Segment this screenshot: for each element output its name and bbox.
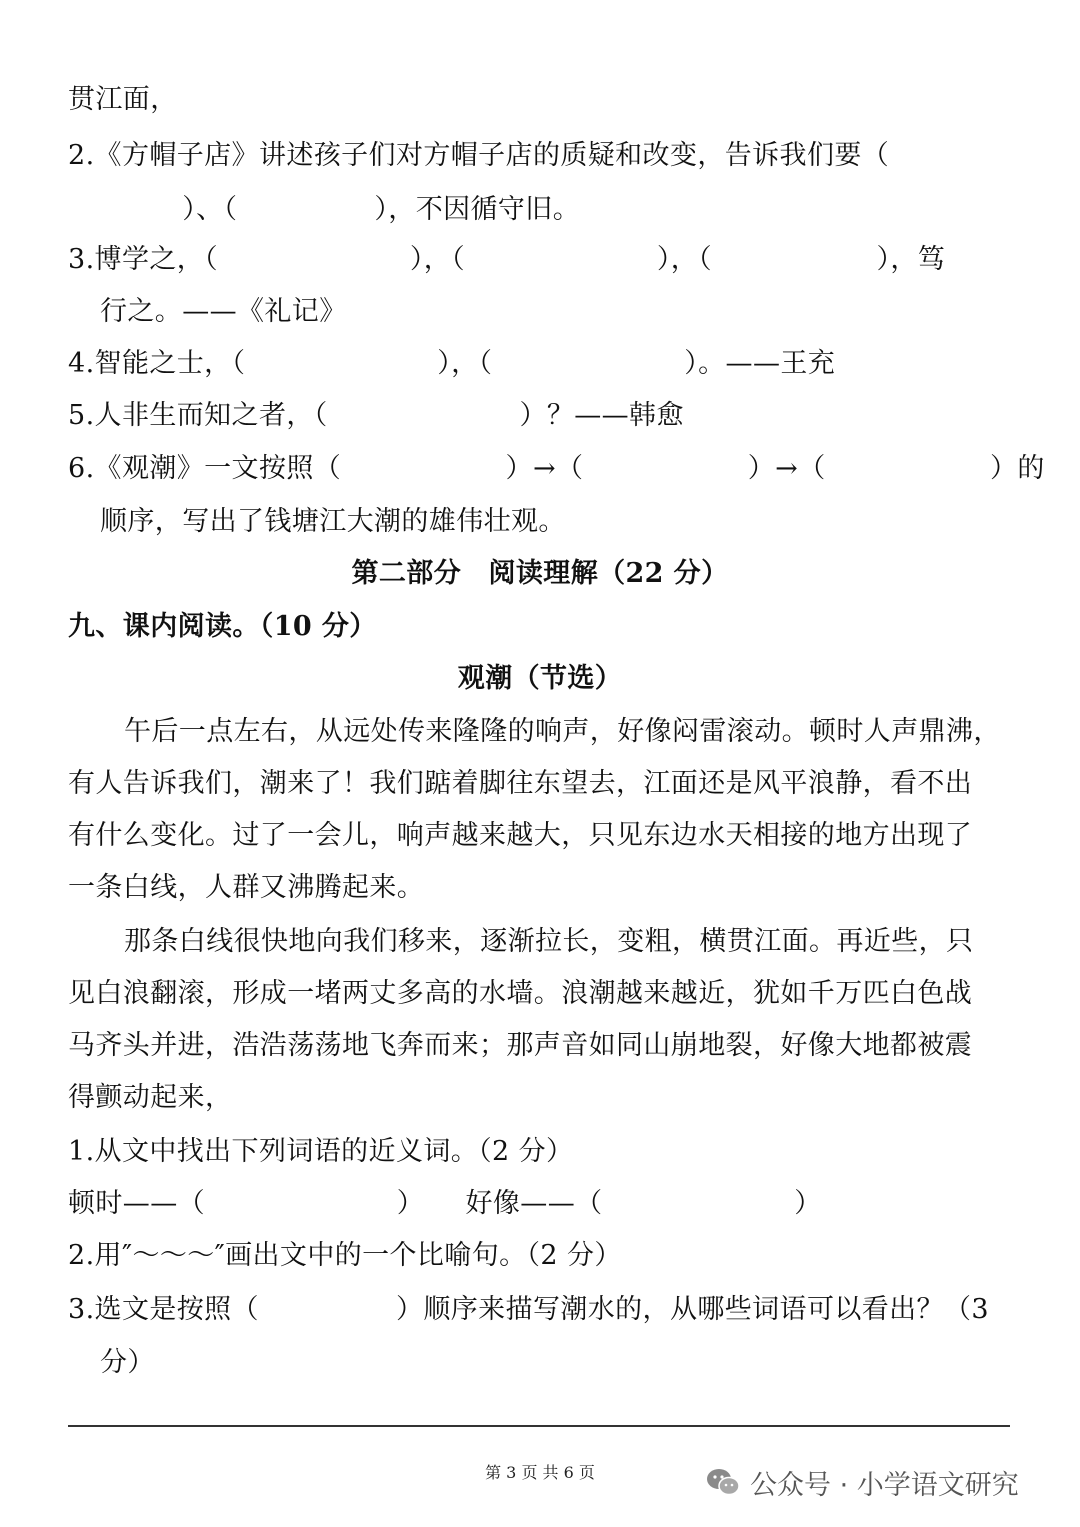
part-2-heading: 第二部分 阅读理解（22 分）	[351, 558, 729, 589]
reading-question-2: 2.用″～～～″画出文中的一个比喻句。（2 分）	[68, 1240, 622, 1271]
watermark	[706, 1462, 1019, 1502]
wechat-icon	[706, 1467, 740, 1497]
reading-question-1: 1.从文中找出下列词语的近义词。（2 分）	[68, 1136, 574, 1167]
section-9-heading: 九、课内阅读。（10 分）	[68, 611, 377, 642]
passage-paragraph-1-line-2: 有人告诉我们，潮来了！我们踮着脚往东望去，江面还是风平浪静，看不出	[68, 768, 973, 799]
page-number: 第 3 页 共 6 页	[485, 1463, 595, 1482]
reading-question-3-line-2: 分）	[100, 1347, 155, 1378]
passage-paragraph-2-line-4: 得颤动起来，	[68, 1082, 233, 1113]
question-5: 5.人非生而知之者，（ ）？——韩愈	[68, 400, 684, 431]
passage-paragraph-1-line-1: 午后一点左右，从远处传来隆隆的响声，好像闷雷滚动。顿时人声鼎沸，	[124, 716, 1001, 747]
watermark-text: 公众号 · 小学语文研究	[750, 1469, 1019, 1501]
reading-question-3-line-1: 3.选文是按照（ ）顺序来描写潮水的，从哪些词语可以看出？（3	[68, 1294, 989, 1325]
question-6-line-1: 6.《观潮》一文按照（ ）→（ ）→（ ）的	[68, 453, 1045, 484]
question-2-line-2: ）、（ ），不因循守旧。	[100, 194, 581, 225]
passage-paragraph-2-line-1: 那条白线很快地向我们移来，逐渐拉长，变粗，横贯江面。再近些，只	[124, 926, 974, 957]
reading-question-1-blanks: 顿时——（ ） 好像——（ ）	[68, 1188, 822, 1219]
question-1-continuation: 贯江面，	[68, 84, 178, 115]
passage-paragraph-2-line-2: 见白浪翻滚，形成一堵两丈多高的水墙。浪潮越来越近，犹如千万匹白色战	[68, 978, 973, 1009]
question-6-line-2: 顺序，写出了钱塘江大潮的雄伟壮观。	[100, 506, 566, 537]
question-3-line-2: 行之。——《礼记》	[100, 296, 347, 327]
footer-divider	[68, 1425, 1010, 1427]
passage-paragraph-2-line-3: 马齐头并进，浩浩荡荡地飞奔而来；那声音如同山崩地裂，好像大地都被震	[68, 1030, 973, 1061]
passage-paragraph-1-line-4: 一条白线，人群又沸腾起来。	[68, 872, 425, 903]
passage-paragraph-1-line-3: 有什么变化。过了一会儿，响声越来越大，只见东边水天相接的地方出现了	[68, 820, 973, 851]
passage-title: 观潮（节选）	[457, 663, 623, 694]
question-3-line-1: 3.博学之，（ ），（ ），（ ），笃	[68, 244, 946, 275]
question-2-line-1: 2.《方帽子店》讲述孩子们对方帽子店的质疑和改变，告诉我们要（	[68, 140, 890, 171]
question-4: 4.智能之士，（ ），（ ）。——王充	[68, 348, 836, 379]
